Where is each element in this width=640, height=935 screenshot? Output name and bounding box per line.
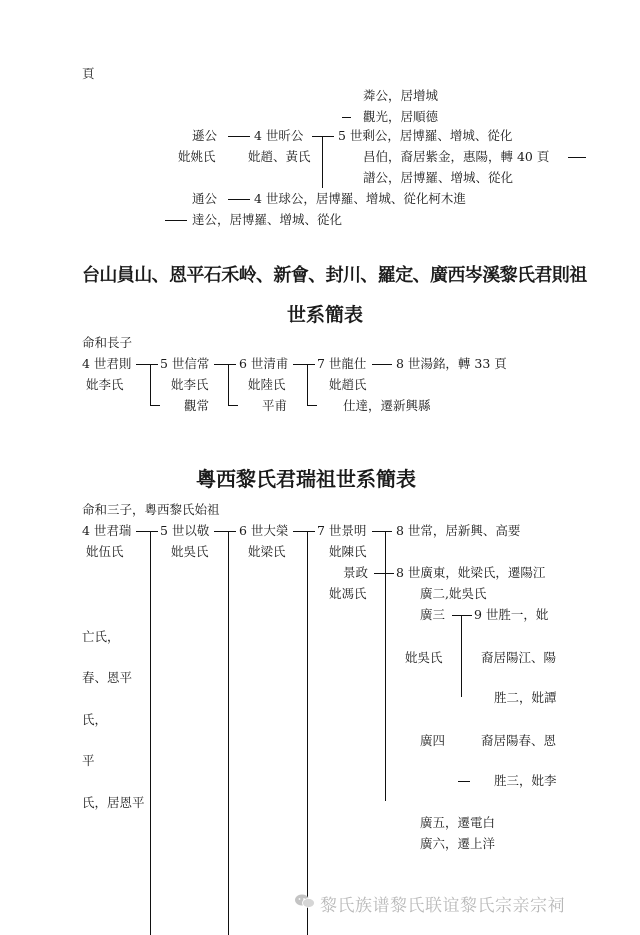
spouse-text: 妣陳氏 bbox=[329, 544, 367, 559]
page-label: 頁 bbox=[82, 66, 95, 81]
generation-name: 8 世常，居新興、高要 bbox=[396, 523, 521, 538]
connector-line bbox=[372, 364, 392, 365]
spouse-text: 妣趙氏 bbox=[329, 377, 367, 392]
ancestor-name: 遜公 bbox=[192, 128, 218, 143]
connector-line bbox=[228, 199, 250, 200]
spouse-text: 妣梁氏 bbox=[248, 544, 286, 559]
connector-line bbox=[150, 364, 158, 365]
descendant-text: 裔居陽江、陽 bbox=[481, 650, 557, 665]
sibling-name: 平甫 bbox=[262, 398, 288, 413]
spouse-text: 妣馮氏 bbox=[329, 586, 367, 601]
connector-line bbox=[374, 573, 394, 574]
generation-name: 7 世龍仕 bbox=[317, 356, 367, 371]
descendant-text: 廣六，遷上洋 bbox=[420, 836, 496, 851]
descendant-text: 9 世胜一，妣 bbox=[474, 607, 549, 622]
fragment-text: 平 bbox=[82, 753, 95, 768]
spouse-text: 妣趙、黃氏 bbox=[248, 149, 311, 164]
connector-line bbox=[150, 405, 160, 406]
generation-name: 6 世清甫 bbox=[239, 356, 289, 371]
fragment-text: 亡氏， bbox=[82, 629, 120, 644]
generation-name: 7 世景明 bbox=[317, 523, 367, 538]
sibling-name: 仕達，遷新興縣 bbox=[343, 398, 431, 413]
descendant-text: 廣三 bbox=[420, 607, 446, 622]
connector-line bbox=[228, 405, 238, 406]
descendant-text: 景政 bbox=[343, 565, 369, 580]
generation-name: 8 世湯銘，轉 33 頁 bbox=[396, 356, 507, 371]
connector-line bbox=[307, 364, 308, 406]
sibling-name: 觀常 bbox=[184, 398, 210, 413]
connector-line bbox=[307, 364, 315, 365]
descendant-text: 達公，居博羅、增城、從化 bbox=[192, 212, 343, 227]
spouse-text: 妣李氏 bbox=[86, 377, 124, 392]
generation-name: 5 世以敬 bbox=[160, 523, 210, 538]
connector-line bbox=[165, 220, 187, 221]
descendant-text: 8 世廣東，妣梁氏，遷陽江 bbox=[396, 565, 546, 580]
connector-line bbox=[458, 781, 470, 782]
connector-line bbox=[461, 615, 462, 697]
spouse-text: 妣伍氏 bbox=[86, 544, 124, 559]
spouse-text: 妣李氏 bbox=[171, 377, 209, 392]
descendant-text: 裔居陽春、恩 bbox=[481, 733, 557, 748]
descendant-text: 胜三，妣李 bbox=[494, 773, 557, 788]
fragment-text: 氏，居恩平 bbox=[82, 795, 145, 810]
descendant-text: 4 世球公，居博羅、增城、從化柯木進 bbox=[254, 191, 466, 206]
section-title: 粵西黎氏君瑞祖世系簡表 bbox=[196, 467, 416, 491]
descendant-text: 昌伯，裔居紫金，惠陽，轉 40 頁 bbox=[363, 149, 550, 164]
connector-line bbox=[228, 364, 229, 406]
connector-line bbox=[136, 531, 158, 532]
connector-line bbox=[307, 531, 308, 935]
descendant-text: 5 世剩公，居博羅、增城、從化 bbox=[338, 128, 513, 143]
generation-name: 5 世信常 bbox=[160, 356, 210, 371]
spouse-text: 妣吳氏 bbox=[171, 544, 209, 559]
connector-line bbox=[136, 364, 150, 365]
connector-line bbox=[228, 364, 236, 365]
connector-line bbox=[568, 157, 586, 158]
descendant-text: 胜二，妣譚 bbox=[494, 690, 557, 705]
connector-line bbox=[342, 117, 351, 118]
connector-line bbox=[307, 405, 317, 406]
section-note: 命和三子，粵西黎氏始祖 bbox=[82, 502, 220, 517]
descendant-text: 廣四 bbox=[420, 733, 446, 748]
section-note: 命和長子 bbox=[82, 335, 133, 350]
section-title: 世系簡表 bbox=[287, 304, 364, 326]
fragment-text: 春、恩平 bbox=[82, 670, 133, 685]
spouse-text: 妣吳氏 bbox=[405, 650, 443, 665]
ancestor-name: 4 世昕公 bbox=[254, 128, 304, 143]
connector-line bbox=[150, 364, 151, 406]
connector-line bbox=[372, 531, 392, 532]
descendant-text: 廣五，遷電白 bbox=[420, 815, 496, 830]
connector-line bbox=[214, 531, 236, 532]
generation-name: 4 世君瑞 bbox=[82, 523, 132, 538]
descendant-text: 廣二,妣吳氏 bbox=[420, 586, 487, 601]
descendant-text: 粦公，居增城 bbox=[363, 88, 439, 103]
generation-name: 4 世君則 bbox=[82, 356, 132, 371]
wechat-icon bbox=[294, 893, 316, 909]
descendant-text: 觀光，居順德 bbox=[363, 109, 439, 124]
connector-line bbox=[385, 531, 386, 801]
spouse-text: 妣陸氏 bbox=[248, 377, 286, 392]
connector-line bbox=[228, 531, 229, 935]
connector-line bbox=[293, 531, 315, 532]
section-title: 台山員山、恩平石禾岭、新會、封川、羅定、廣西岑溪黎氏君則祖 bbox=[82, 265, 587, 286]
watermark-text: 黎氏族谱黎氏联谊黎氏宗亲宗祠 bbox=[320, 896, 565, 916]
spouse-text: 妣姚氏 bbox=[178, 149, 216, 164]
ancestor-name: 通公 bbox=[192, 191, 218, 206]
connector-line bbox=[322, 136, 323, 188]
connector-line bbox=[228, 136, 250, 137]
generation-name: 6 世大榮 bbox=[239, 523, 289, 538]
connector-line bbox=[150, 531, 151, 935]
fragment-text: 氏， bbox=[82, 712, 108, 727]
connector-line bbox=[293, 364, 307, 365]
connector-line bbox=[214, 364, 228, 365]
descendant-text: 譜公，居博羅、增城、從化 bbox=[363, 170, 514, 185]
